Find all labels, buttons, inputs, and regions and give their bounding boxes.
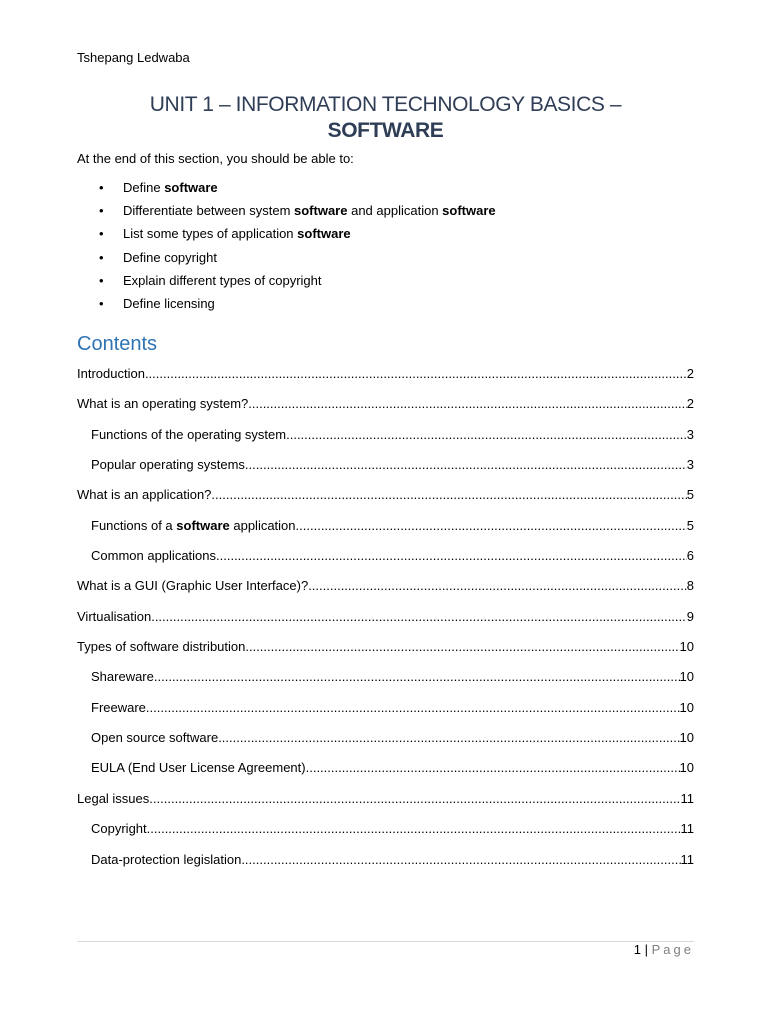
page-footer bbox=[634, 942, 694, 957]
toc-leader-dots bbox=[286, 425, 687, 445]
toc-entry[interactable] bbox=[77, 455, 694, 485]
toc-entry-title[interactable] bbox=[91, 546, 216, 566]
toc-entry[interactable] bbox=[77, 637, 694, 667]
page-number: 1 bbox=[633, 942, 642, 957]
objective-item bbox=[77, 224, 496, 247]
page-title bbox=[77, 92, 694, 144]
toc-leader-dots bbox=[151, 607, 687, 627]
toc-entry-text: What is an application? bbox=[77, 487, 212, 503]
toc-entry-text: EULA (End User License Agreement) bbox=[91, 760, 306, 776]
objective-keyword: software bbox=[164, 180, 218, 195]
objective-keyword: software bbox=[294, 203, 348, 219]
toc-entry-text: Copyright bbox=[91, 821, 147, 837]
bullet-icon: • bbox=[99, 203, 104, 219]
toc-entry-title[interactable] bbox=[91, 758, 306, 778]
toc-entry-text: What is a GUI (Graphic User Interface)? bbox=[77, 578, 309, 594]
objective-text: List some types of application bbox=[123, 226, 298, 242]
objectives-list bbox=[77, 178, 496, 317]
objective-text: Explain different types of copyright bbox=[123, 272, 322, 288]
intro-text: At the end of this section, you should be able to: bbox=[77, 151, 354, 166]
toc-leader-dots bbox=[149, 789, 680, 809]
objective-text: and application bbox=[347, 203, 443, 219]
toc-entry[interactable] bbox=[77, 607, 694, 637]
toc-page-number[interactable]: 3 bbox=[686, 426, 694, 442]
table-of-contents bbox=[77, 364, 694, 880]
bullet-icon: • bbox=[99, 249, 104, 265]
title-line-1: UNIT 1 – INFORMATION TECHNOLOGY BASICS – bbox=[149, 93, 622, 116]
contents-heading: Contents bbox=[77, 333, 158, 355]
toc-leader-dots bbox=[218, 728, 679, 748]
objective-item bbox=[77, 201, 496, 224]
toc-entry-title[interactable] bbox=[91, 850, 241, 870]
toc-leader-dots bbox=[241, 850, 680, 870]
toc-entry[interactable] bbox=[77, 576, 694, 606]
toc-leader-dots bbox=[245, 637, 679, 657]
objective-text: Define bbox=[123, 180, 165, 195]
toc-page-number[interactable]: 11 bbox=[680, 790, 694, 806]
toc-entry[interactable] bbox=[77, 758, 694, 788]
objective-item bbox=[77, 294, 496, 317]
toc-leader-dots bbox=[211, 485, 686, 505]
toc-entry-text: Introduction bbox=[77, 366, 145, 381]
bullet-icon: • bbox=[99, 272, 104, 288]
toc-entry[interactable] bbox=[77, 485, 694, 515]
objective-keyword: software bbox=[442, 203, 496, 219]
toc-page-number[interactable]: 10 bbox=[679, 639, 694, 655]
toc-entry-title[interactable] bbox=[91, 819, 147, 839]
toc-entry-text: Freeware bbox=[91, 699, 146, 715]
toc-entry[interactable] bbox=[77, 394, 694, 424]
toc-entry-text: Popular operating systems bbox=[91, 457, 245, 473]
toc-entry-title[interactable] bbox=[91, 455, 245, 475]
toc-leader-dots bbox=[248, 394, 687, 414]
objective-item bbox=[77, 178, 496, 201]
toc-leader-dots bbox=[306, 758, 680, 778]
objective-item bbox=[77, 248, 496, 271]
toc-page-number[interactable]: 6 bbox=[686, 548, 694, 564]
toc-page-number[interactable]: 10 bbox=[679, 669, 694, 685]
toc-leader-dots bbox=[146, 698, 680, 718]
toc-entry-title[interactable] bbox=[91, 698, 146, 718]
toc-page-number[interactable]: 2 bbox=[686, 396, 694, 412]
toc-page-number[interactable]: 3 bbox=[686, 457, 694, 473]
bullet-icon: • bbox=[99, 226, 104, 242]
bullet-icon: • bbox=[99, 295, 104, 311]
toc-leader-dots bbox=[154, 667, 680, 687]
toc-entry[interactable] bbox=[77, 546, 694, 576]
toc-entry-text: Functions of the operating system bbox=[91, 426, 287, 442]
toc-entry-text: Virtualisation bbox=[77, 608, 152, 624]
toc-entry-title[interactable] bbox=[91, 667, 154, 687]
toc-leader-dots bbox=[145, 364, 687, 384]
toc-entry[interactable] bbox=[77, 667, 694, 697]
toc-entry-title[interactable] bbox=[77, 364, 145, 384]
toc-entry-keyword: software bbox=[176, 517, 230, 533]
toc-page-number[interactable]: 5 bbox=[686, 487, 694, 503]
toc-entry[interactable] bbox=[77, 728, 694, 758]
toc-entry-text: Legal issues bbox=[77, 790, 150, 806]
title-line-2: SOFTWARE bbox=[327, 119, 444, 142]
toc-leader-dots bbox=[296, 516, 687, 536]
footer-divider bbox=[77, 941, 694, 942]
toc-entry[interactable] bbox=[77, 789, 694, 819]
toc-leader-dots bbox=[245, 455, 687, 475]
toc-entry[interactable] bbox=[77, 819, 694, 849]
toc-entry[interactable] bbox=[77, 516, 694, 546]
toc-entry-title[interactable] bbox=[77, 607, 151, 627]
toc-leader-dots bbox=[308, 576, 687, 596]
toc-entry-title[interactable] bbox=[91, 728, 218, 748]
toc-entry-text: application bbox=[229, 517, 296, 533]
objective-text: Define licensing bbox=[123, 295, 215, 311]
toc-page-number[interactable]: 10 bbox=[679, 730, 694, 746]
toc-page-number[interactable]: 9 bbox=[686, 608, 694, 624]
objective-text: Differentiate between system bbox=[123, 203, 295, 219]
toc-entry-title[interactable] bbox=[77, 637, 245, 657]
objective-text: Define copyright bbox=[123, 249, 217, 265]
toc-entry-text: Types of software distribution bbox=[77, 639, 246, 655]
toc-entry-title[interactable] bbox=[91, 516, 296, 536]
toc-entry-title[interactable] bbox=[77, 485, 211, 505]
objective-keyword: software bbox=[297, 226, 351, 242]
toc-entry-title[interactable] bbox=[77, 394, 248, 414]
toc-entry[interactable] bbox=[77, 850, 694, 880]
toc-entry-text: Common applications bbox=[91, 548, 217, 564]
page-word: Page bbox=[651, 942, 694, 957]
toc-entry-title[interactable] bbox=[77, 789, 149, 809]
toc-entry-text: What is an operating system? bbox=[77, 396, 249, 412]
author-name: Tshepang Ledwaba bbox=[77, 50, 190, 65]
toc-entry[interactable] bbox=[77, 698, 694, 728]
toc-page-number[interactable]: 8 bbox=[686, 578, 694, 594]
toc-page-number[interactable]: 11 bbox=[680, 851, 694, 867]
toc-page-number[interactable]: 5 bbox=[686, 517, 694, 533]
toc-entry-title[interactable] bbox=[77, 576, 308, 596]
toc-page-number[interactable]: 10 bbox=[679, 760, 694, 776]
toc-entry-text: Functions of a bbox=[91, 517, 177, 533]
toc-leader-dots bbox=[216, 546, 687, 566]
toc-leader-dots bbox=[147, 819, 681, 839]
toc-entry-text: Open source software bbox=[91, 730, 219, 746]
bullet-icon: • bbox=[99, 180, 104, 195]
toc-entry-text: Shareware bbox=[91, 669, 154, 685]
toc-entry-title[interactable] bbox=[91, 425, 286, 445]
page-separator: | bbox=[641, 942, 652, 957]
toc-page-number[interactable]: 11 bbox=[680, 821, 694, 837]
toc-page-number[interactable]: 2 bbox=[686, 366, 694, 381]
objective-item bbox=[77, 271, 496, 294]
toc-entry[interactable] bbox=[77, 425, 694, 455]
toc-entry-text: Data-protection legislation bbox=[91, 851, 242, 867]
toc-entry[interactable] bbox=[77, 364, 694, 394]
toc-page-number[interactable]: 10 bbox=[679, 699, 694, 715]
